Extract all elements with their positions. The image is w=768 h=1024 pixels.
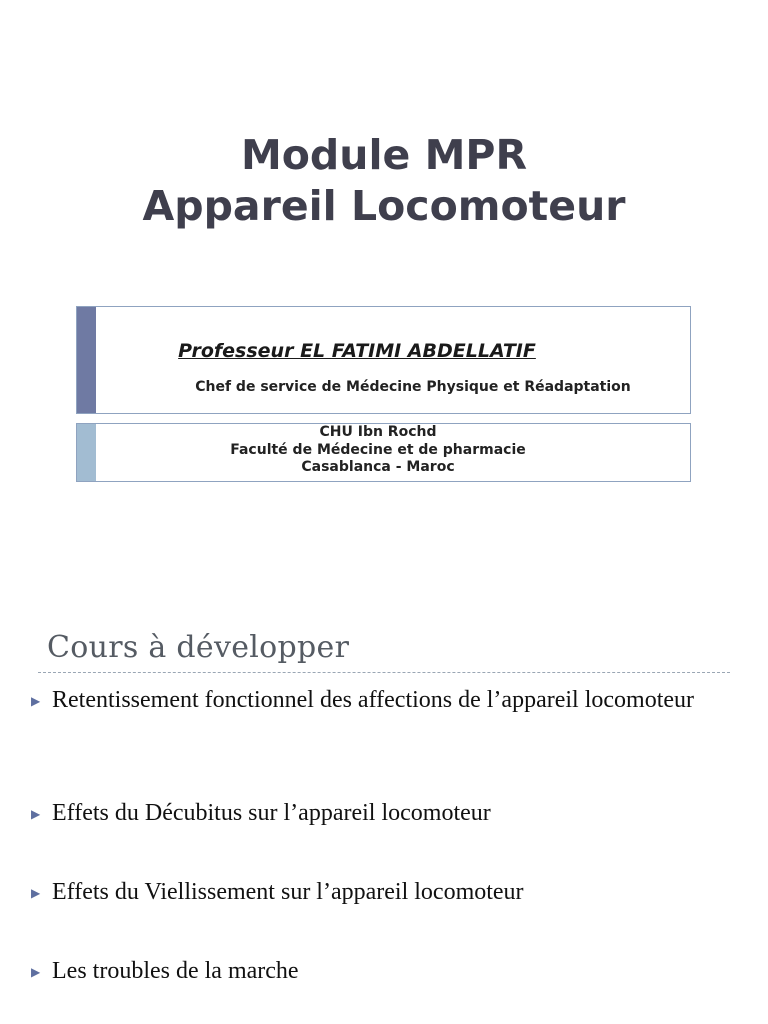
list-item (28, 876, 708, 909)
list-item-text: Effets du Viellissement sur l’appareil locomoteur (52, 879, 524, 905)
list-item-text: Les troubles de la marche (52, 958, 299, 984)
triangle-bullet-icon: ▶ (31, 807, 41, 821)
institution-line-1: CHU Ibn Rochd (319, 424, 437, 440)
title-line-2: Appareil Locomoteur (142, 182, 626, 230)
list-item (28, 797, 708, 830)
list-item (28, 955, 708, 988)
list-item (28, 684, 708, 717)
triangle-bullet-icon: ▶ (31, 965, 41, 979)
professor-role: Chef de service de Médecine Physique et Réadaptation (195, 379, 631, 395)
list-item-text: Retentissement fonctionnel des affections de l’appareil locomoteur (52, 687, 695, 713)
institution-line-2: Faculté de Médecine et de pharmacie (230, 441, 526, 458)
list-item-text: Effets du Décubitus sur l’appareil locomoteur (52, 800, 491, 826)
triangle-bullet-icon: ▶ (31, 886, 41, 900)
section-heading: Cours à développer (47, 630, 350, 665)
title-line-1: Module MPR (240, 131, 528, 179)
triangle-bullet-icon: ▶ (31, 694, 41, 708)
professor-name: Professeur EL FATIMI ABDELLATIF (178, 340, 536, 362)
institution-line-3: Casablanca - Maroc (301, 459, 455, 475)
